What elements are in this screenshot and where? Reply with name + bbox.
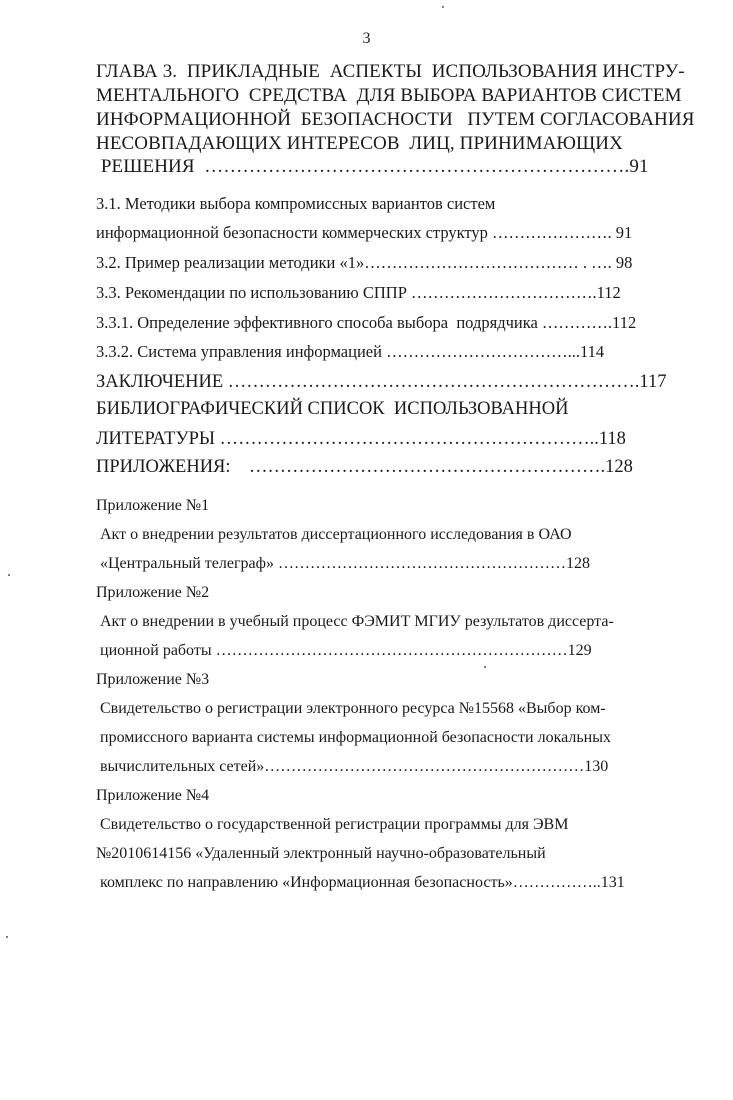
appendix-2-title: Приложение №2: [96, 584, 210, 601]
chapter-heading-line-3: ИНФОРМАЦИОННОЙ БЕЗОПАСНОСТИ ПУТЕМ СОГЛАСОВАНИЯ: [96, 109, 695, 130]
chapter-heading-line-5: РЕШЕНИЯ ………………………………………………………….91: [96, 156, 649, 177]
scan-speck: [8, 574, 10, 576]
appendix-1-line-1: Акт о внедрении результатов диссертационного исследования в ОАО: [96, 526, 572, 543]
chapter-heading-line-4: НЕСОВПАДАЮЩИХ ИНТЕРЕСОВ ЛИЦ, ПРИНИМАЮЩИХ: [96, 133, 623, 154]
appendix-4-title: Приложение №4: [96, 787, 210, 804]
appendix-3-title: Приложение №3: [96, 671, 210, 688]
toc-entry-3-2: 3.2. Пример реализации методики «1»………………………………… . …. 98: [96, 253, 633, 272]
appendix-1-title: Приложение №1: [96, 497, 210, 514]
appendix-2-line-1: Акт о внедрении в учебный процесс ФЭМИТ МГИУ результатов диссерта-: [96, 613, 614, 630]
appendix-2-line-2: ционной работы …………………………………………………………129: [96, 642, 592, 659]
toc-entry-bibliography-line-1: БИБЛИОГРАФИЧЕСКИЙ СПИСОК ИСПОЛЬЗОВАННОЙ: [96, 399, 569, 419]
toc-entry-bibliography-line-2: ЛИТЕРАТУРЫ ……………………………………………………..118: [96, 429, 626, 449]
scan-speck: [484, 666, 486, 668]
scan-speck: [6, 936, 8, 938]
appendix-1-line-2: «Центральный телеграф» ………………………………………………128: [96, 555, 591, 572]
toc-entry-conclusion: ЗАКЛЮЧЕНИЕ ………………………………………………………….117: [96, 372, 667, 392]
chapter-heading-line-1: ГЛАВА 3. ПРИКЛАДНЫЕ АСПЕКТЫ ИСПОЛЬЗОВАНИЯ ИНСТРУ-: [96, 61, 685, 82]
toc-entry-3-3-2: 3.3.2. Система управления информацией ……………………………...114: [96, 342, 605, 361]
appendix-3-line-3: вычислительных сетей»……………………………………………………130: [96, 758, 609, 775]
appendix-4-line-3: комплекс по направлению «Информационная безопасность»……………..131: [96, 874, 625, 891]
toc-entry-3-3: 3.3. Рекомендации по использованию СППР …………………………….112: [96, 283, 621, 302]
appendix-3-line-1: Свидетельство о регистрации электронного ресурса №15568 «Выбор ком-: [96, 700, 606, 717]
appendix-4-line-1: Свидетельство о государственной регистрации программы для ЭВМ: [96, 816, 569, 833]
page-number: 3: [362, 30, 371, 47]
toc-entry-3-3-1: 3.3.1. Определение эффективного способа выбора подрядчика ………….112: [96, 313, 637, 332]
scan-speck: [442, 6, 444, 8]
chapter-heading-line-2: МЕНТАЛЬНОГО СРЕДСТВА ДЛЯ ВЫБОРА ВАРИАНТОВ СИСТЕМ: [96, 85, 682, 106]
toc-entry-3-1-line-1: 3.1. Методики выбора компромиссных вариантов систем: [96, 194, 496, 213]
appendix-3-line-2: промиссного варианта системы информационной безопасности локальных: [96, 729, 611, 746]
toc-entry-appendices: ПРИЛОЖЕНИЯ: ………………………………………………….128: [96, 457, 633, 477]
toc-entry-3-1-line-2: информационной безопасности коммерческих структур …………………. 91: [96, 223, 633, 242]
appendix-4-line-2: №2010614156 «Удаленный электронный научно-образовательный: [96, 845, 546, 862]
